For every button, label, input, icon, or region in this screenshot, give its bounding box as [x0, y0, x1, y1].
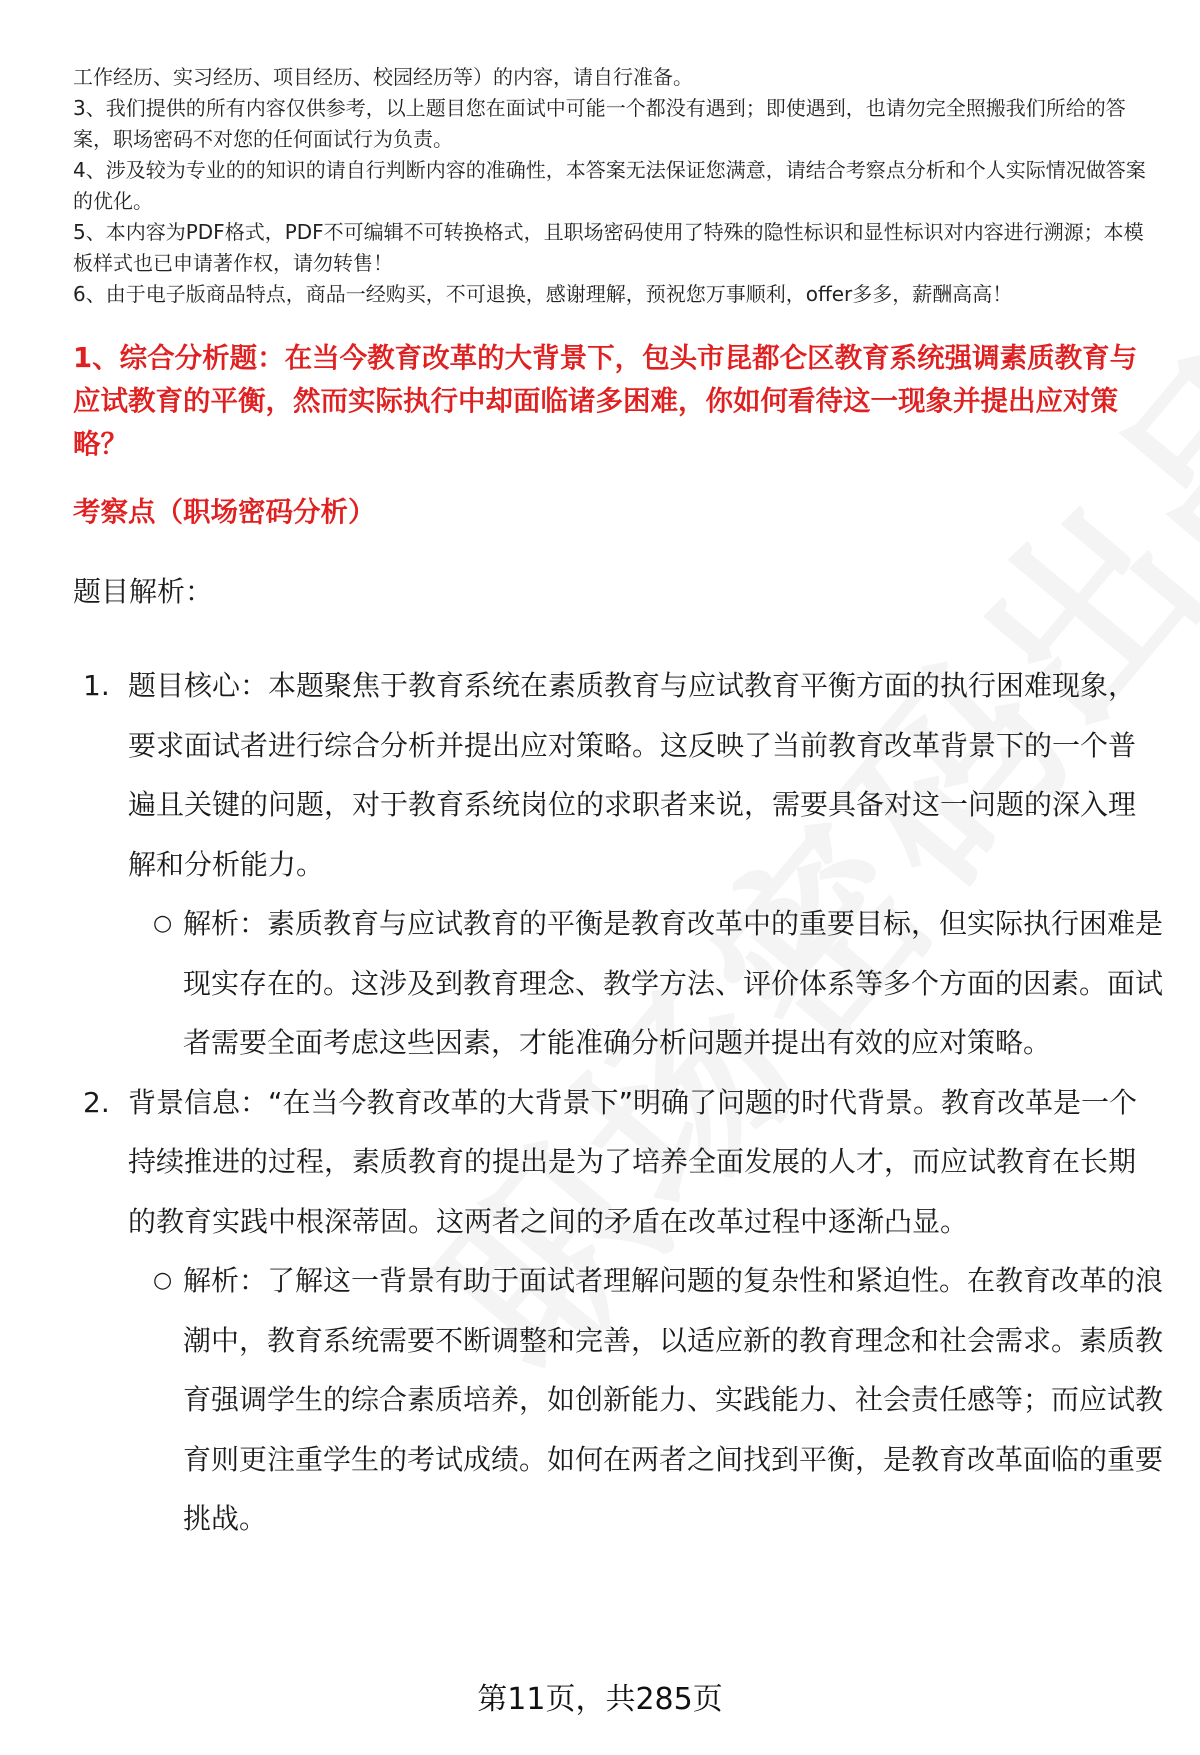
- section-heading: 考察点（职场密码分析）: [73, 496, 376, 528]
- sub-item-text: 解析：了解这一背景有助于面试者理解问题的复杂性和紧迫性。在教育改革的浪潮中，教育系统需要不断调整和完善，以适应新的教育理念和社会需求。素质教育强调学生的综合素质培养，如创新能力、实践能力、社会责任感等；而应试教育则更注重学生的考试成绩。如何在两者之间找到平衡，是教育改革面临的重要挑战。: [183, 1264, 1164, 1535]
- analysis-label: 题目解析：: [73, 575, 214, 608]
- list-number: 1.: [83, 669, 110, 702]
- sub-item-text: 解析：素质教育与应试教育的平衡是教育改革中的重要目标，但实际执行困难是现实存在的。这涉及到教育理念、教学方法、评价体系等多个方面的因素。面试者需要全面考虑这些因素，才能准确分析问题并提出有效的应对策略。: [183, 907, 1164, 1059]
- note-line: 5、本内容为PDF格式，PDF不可编辑不可转换格式，且职场密码使用了特殊的隐性标识和显性标识对内容进行溯源；本模板样式也已申请著作权，请勿转售！: [73, 220, 1144, 275]
- list-number: 2.: [83, 1085, 110, 1119]
- list-item: [73, 656, 1163, 894]
- list-item: [73, 1073, 1163, 1252]
- sub-list-item: [73, 894, 1163, 1073]
- list-item-text: 题目核心：本题聚焦于教育系统在素质教育与应试教育平衡方面的执行困难现象，要求面试者进行综合分析并提出应对策略。这反映了当前教育改革背景下的一个普遍且关键的问题，对于教育系统岗位的求职者来说，需要具备对这一问题的深入理解和分析能力。: [128, 669, 1137, 881]
- analysis-list: [73, 656, 1163, 1549]
- bullet-icon: ○: [153, 911, 173, 936]
- question-title: 1、综合分析题：在当今教育改革的大背景下，包头市昆都仑区教育系统强调素质教育与应试教育的平衡，然而实际执行中却面临诸多困难，你如何看待这一现象并提出应对策略？: [73, 342, 1138, 460]
- note-line: 3、我们提供的所有内容仅供参考，以上题目您在面试中可能一个都没有遇到；即使遇到，也请勿完全照搬我们所给的答案，职场密码不对您的任何面试行为负责。: [73, 96, 1126, 151]
- list-item-text: 背景信息：“在当今教育改革的大背景下”明确了问题的时代背景。教育改革是一个持续推进的过程，素质教育的提出是为了培养全面发展的人才，而应试教育在长期的教育实践中根深蒂固。这两者之间的矛盾在改革过程中逐渐凸显。: [128, 1085, 1138, 1238]
- note-line: 4、涉及较为专业的的知识的请自行判断内容的准确性，本答案无法保证您满意，请结合考察点分析和个人实际情况做答案的优化。: [73, 158, 1146, 213]
- sub-list-item: [73, 1251, 1163, 1549]
- page-number: 第11页，共285页: [477, 1682, 723, 1717]
- bullet-icon: ○: [153, 1268, 173, 1293]
- notes-block: [73, 62, 1153, 310]
- note-line: 6、由于电子版商品特点，商品一经购买，不可退换，感谢理解，预祝您万事顺利，offer多多，薪酬高高！: [73, 282, 1013, 306]
- note-line: 工作经历、实习经历、项目经历、校园经历等）的内容，请自行准备。: [73, 65, 693, 89]
